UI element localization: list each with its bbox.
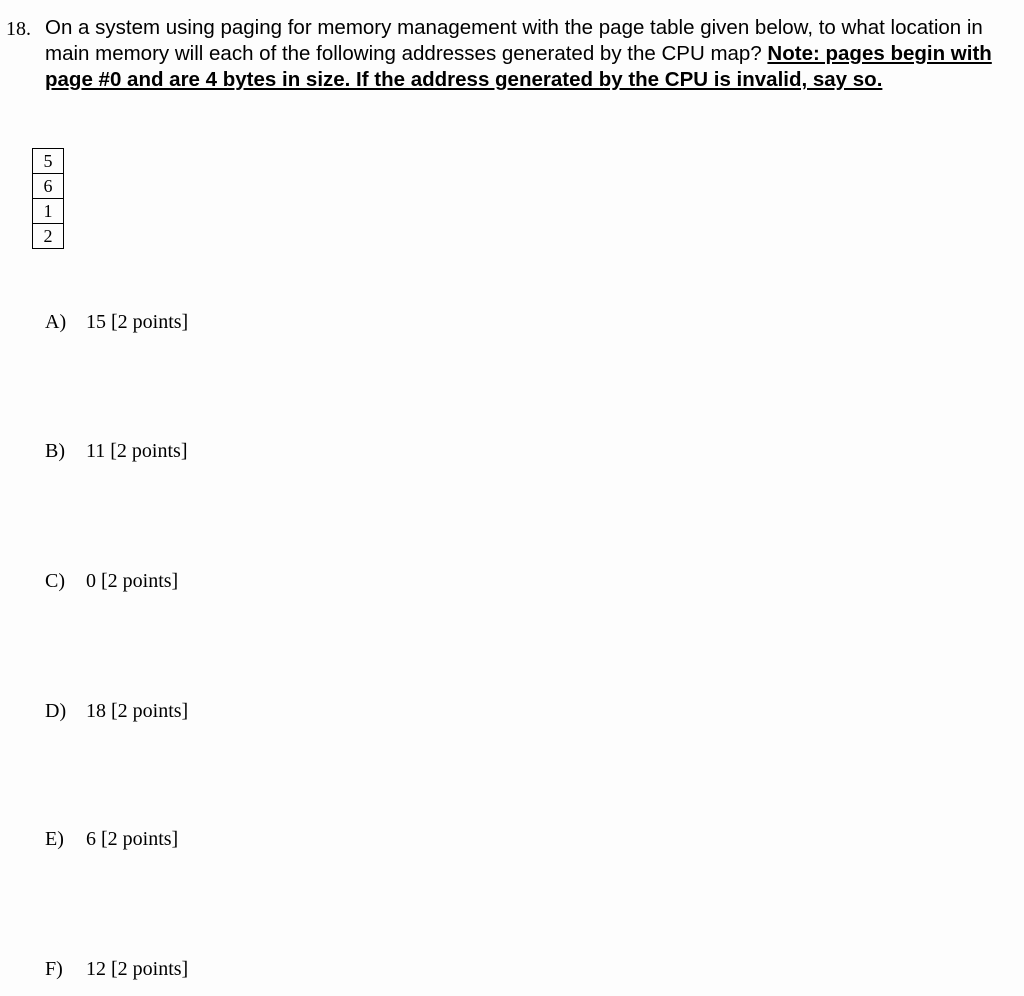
page-table-row	[33, 174, 64, 199]
part-a	[45, 309, 188, 335]
part-text: 15 [2 points]	[86, 311, 189, 333]
part-text: 12 [2 points]	[86, 958, 189, 980]
page-table-entry: 1	[33, 199, 64, 224]
page-table-entry: 6	[33, 174, 64, 199]
question-text: On a system using paging for memory management with the page table given below, to what location in main memory will each of the following addresses generated by the CPU map?	[45, 16, 983, 65]
question-text-block	[45, 15, 1005, 93]
part-label: A)	[45, 311, 67, 333]
page-table-entry: 2	[33, 224, 64, 249]
page-table-row	[33, 199, 64, 224]
page-table-row	[33, 149, 64, 174]
page-table	[32, 148, 64, 249]
part-label: E)	[45, 828, 64, 850]
part-label: D)	[45, 700, 67, 722]
part-text: 6 [2 points]	[86, 828, 179, 850]
part-label: C)	[45, 570, 65, 592]
part-c	[45, 568, 178, 594]
part-f	[45, 956, 188, 982]
part-d	[45, 698, 188, 724]
page-table-entry: 5	[33, 149, 64, 174]
part-text: 0 [2 points]	[86, 570, 179, 592]
part-text: 18 [2 points]	[86, 700, 189, 722]
part-e	[45, 826, 178, 852]
part-label: F)	[45, 958, 63, 980]
part-b	[45, 438, 187, 464]
part-text: 11 [2 points]	[86, 440, 188, 462]
part-label: B)	[45, 440, 65, 462]
page-table-row	[33, 224, 64, 249]
question-note: Note: pages begin with page #0 and are 4 bytes in size. If the address generated by the CPU is invalid, say so.	[45, 42, 992, 91]
question-number: 18.	[6, 18, 31, 40]
